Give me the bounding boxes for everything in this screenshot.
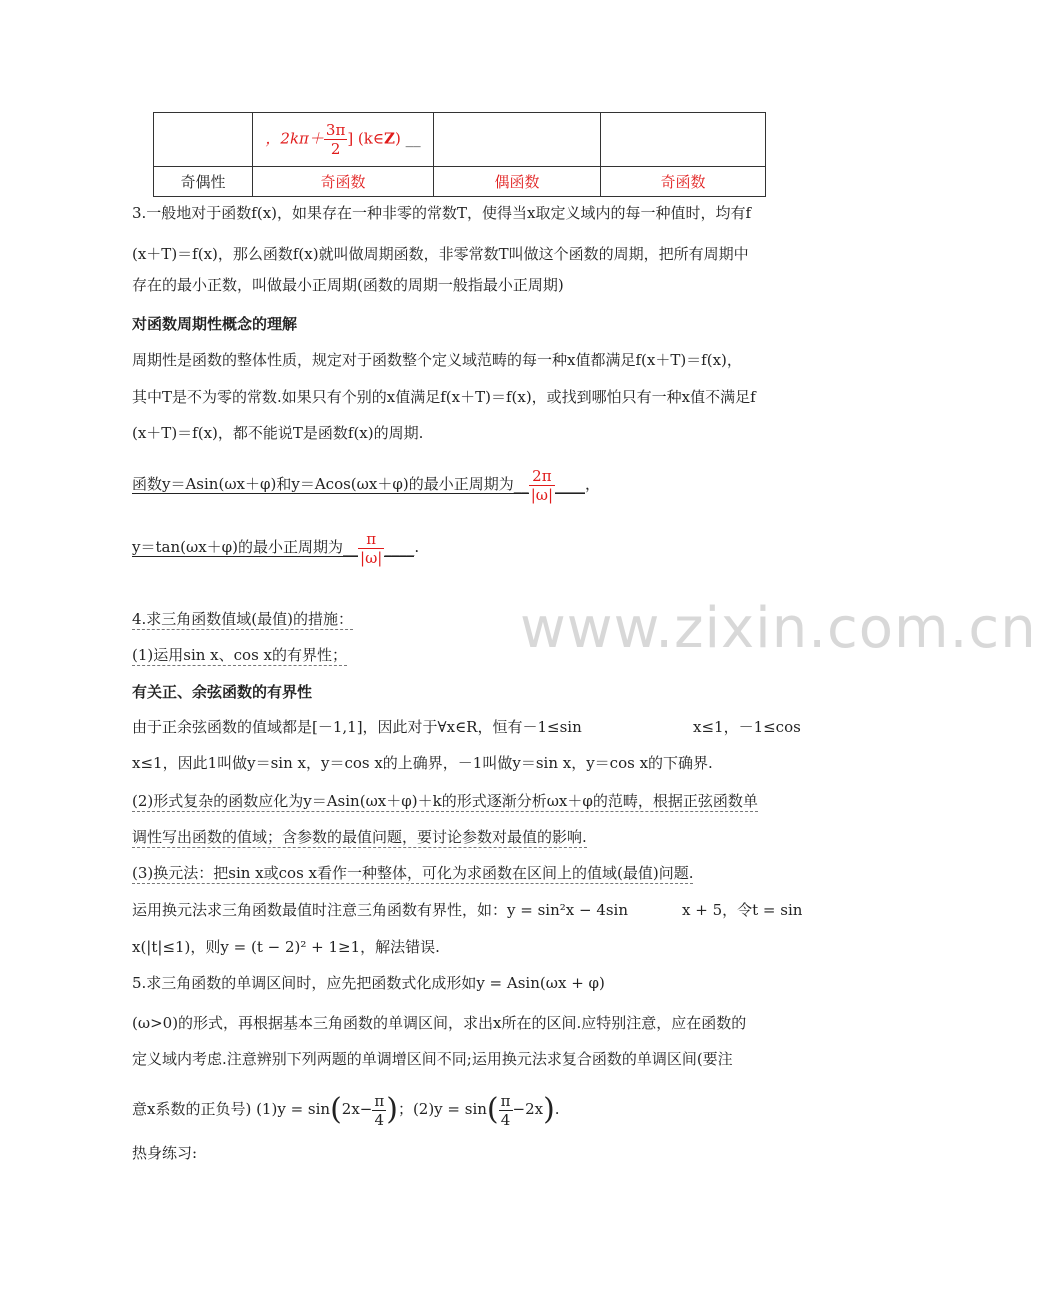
table-cell xyxy=(154,113,253,167)
bounded-line1a: 由于正余弦函数的值域都是[－1,1]，因此对于∀x∈R，恒有－1≤sin xyxy=(132,718,582,736)
p4-line2: (1)运用sin x、cos x的有界性； xyxy=(132,646,347,664)
p5-line4: 意x系数的正负号) (1)y = sin(2x− $\frac{\pi}{4}$ )；(2)y = sin( $\frac{\pi}{4}$ −2x). xyxy=(132,1091,560,1129)
period-line2: 其中T是不为零的常数.如果只有个别的x值满足f(x＋T)＝f(x)，或找到哪怕只有一种x值不满足f xyxy=(132,388,756,406)
substitution-line1a: 运用换元法求三角函数最值时注意三角函数有界性，如：y = sin²x − 4sin xyxy=(132,901,629,919)
bounded-line2: x≤1，因此1叫做y＝sin x，y＝cos x的上确界，－1叫做y＝sin x，y＝cos x的下确界. xyxy=(132,754,713,772)
p5-line2: (ω>0)的形式，再根据基本三角函数的单调区间，求出x所在的区间.应特别注意，应在函数的 xyxy=(132,1014,747,1032)
parity-tan: 奇函数 xyxy=(601,167,766,197)
period-formula-1: 函数y＝Asin(ωx＋φ)和y＝Acos(ωx＋φ)的最小正周期为__ $\frac{2\pi}{|\omega|}$ ____， xyxy=(132,466,601,504)
heading-period-concept: 对函数周期性概念的理解 xyxy=(132,315,298,333)
table-cell xyxy=(434,113,601,167)
table-cell xyxy=(601,113,766,167)
p5-line1: 5.求三角函数的单调区间时，应先把函数式化成形如y = Asin(ωx + φ) xyxy=(132,974,605,992)
p5-line3: 定义域内考虑.注意辨别下列两题的单调增区间不同;运用换元法求复合函数的单调区间(要注 xyxy=(132,1050,733,1068)
parity-label: 奇偶性 xyxy=(154,167,253,197)
bounded-line1b: x≤1，－1≤cos xyxy=(693,718,801,736)
period-line3: (x＋T)＝f(x)，都不能说T是函数f(x)的周期. xyxy=(132,424,424,442)
p3-line2: (x＋T)＝f(x)，那么函数f(x)就叫做周期函数，非零常数T叫做这个函数的周期，把所有周期中 xyxy=(132,245,749,263)
parity-cos: 偶函数 xyxy=(434,167,601,197)
heading-boundedness: 有关正、余弦函数的有界性 xyxy=(132,683,313,701)
p4-2-line1: (2)形式复杂的函数应化为y＝Asin(ωx＋φ)＋k的形式逐渐分析ωx＋φ的范畴，根据正弦函数单 xyxy=(132,792,758,810)
warmup-heading: 热身练习: xyxy=(132,1144,198,1162)
period-line1: 周期性是函数的整体性质，规定对于函数整个定义域范畴的每一种x值都满足f(x＋T)＝f(x)， xyxy=(132,351,742,369)
watermark: www.zixin.com.cn xyxy=(520,596,1037,661)
parity-sin: 奇函数 xyxy=(253,167,434,197)
substitution-line1b: x + 5，令t = sin xyxy=(682,901,803,919)
period-formula-2: y＝tan(ωx＋φ)的最小正周期为__ $\frac{\pi}{|\omega|}$ ____. xyxy=(132,529,420,567)
p3-line1: 3.一般地对于函数f(x)，如果存在一种非零的常数T，使得当x取定义域内的每一种值时，均有f xyxy=(132,204,752,222)
p3-line3: 存在的最小正数，叫做最小正周期(函数的周期一般指最小正周期) xyxy=(132,276,564,294)
properties-table xyxy=(153,112,766,197)
p4-line1: 4.求三角函数值域(最值)的措施： xyxy=(132,610,354,628)
table-cell-interval: ，2kπ＋ $\frac{3\pi}{2}$ ] (k∈Z) __ xyxy=(253,113,434,167)
p4-3-line: (3)换元法：把sin x或cos x看作一种整体，可化为求函数在区间上的值域(最值)问题. xyxy=(132,864,694,882)
substitution-line2: x(|t|≤1)，则y = (t − 2)² + 1≥1，解法错误. xyxy=(132,938,440,956)
p4-2-line2: 调性写出函数的值域；含参数的最值问题，要讨论参数对最值的影响. xyxy=(132,828,587,846)
